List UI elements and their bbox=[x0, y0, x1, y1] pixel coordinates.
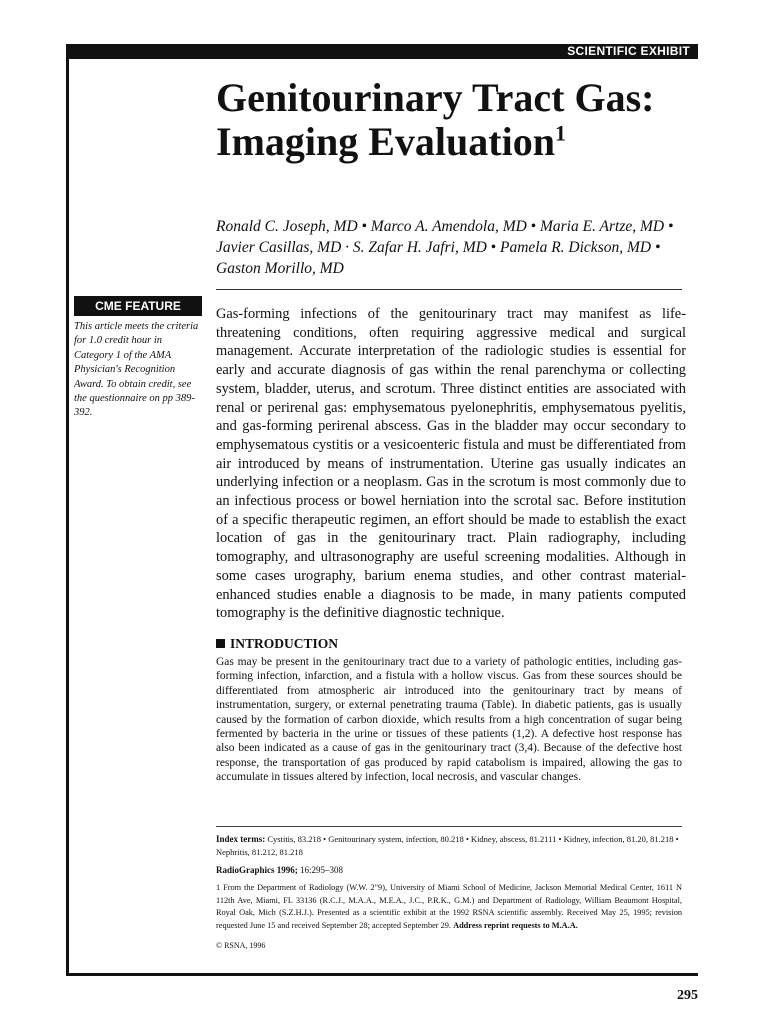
affiliation-text: 1 From the Department of Radiology (W.W. 2"9), University of Miami School of Medicine, Jackson Memorial Medical Center, 1611 N 112th Ave, Miami, FL 33136 (R.C.J., M.A.A., M.E.A., J.C., P.R.K., G.M.) and Department of Radiology, William Beaumont Hospital, Royal Oak, Mich (S.Z.H.J.). Presented as a scientific exhibit at the 1992 RSNA scientific assembly. Received May 25, 1995; revision requested June 15 and received September 28; accepted September 29. bbox=[216, 883, 682, 930]
index-terms bbox=[216, 833, 682, 859]
cme-feature-badge: CME FEATURE bbox=[74, 296, 202, 316]
cme-description: This article meets the criteria for 1.0 credit hour in Category 1 of the AMA Physician's Recognition Award. To obtain credit, see the questionnaire on pp 389-392. bbox=[74, 321, 199, 419]
section-label: SCIENTIFIC EXHIBIT bbox=[567, 44, 690, 58]
journal-citation bbox=[216, 864, 343, 877]
copyright-notice: © RSNA, 1996 bbox=[216, 941, 266, 950]
introduction-heading-text: INTRODUCTION bbox=[230, 636, 339, 651]
index-terms-list: Cystitis, 83.218 • Genitourinary system, infection, 80.218 • Kidney, abscess, 81.2111 • Kidney, infection, 81.20, 81.218 • Nephritis, 81.212, 81.218 bbox=[216, 834, 679, 857]
journal-volume-pages: 16:295–308 bbox=[300, 865, 344, 875]
article-title-text: Genitourinary Tract Gas: Imaging Evaluation bbox=[216, 75, 655, 164]
page-number: 295 bbox=[677, 988, 698, 1003]
author-list: Ronald C. Joseph, MD • Marco A. Amendola, MD • Maria E. Artze, MD • Javier Casillas, MD · S. Zafar H. Jafri, MD • Pamela R. Dickson, MD • Gaston Morillo, MD bbox=[216, 218, 674, 277]
index-terms-label: Index terms: bbox=[216, 834, 266, 844]
title-footnote-mark: 1 bbox=[554, 120, 566, 146]
introduction-heading bbox=[216, 636, 338, 652]
author-divider bbox=[216, 289, 682, 290]
bottom-border-rule bbox=[66, 973, 698, 976]
affiliation-note bbox=[216, 882, 682, 932]
section-bullet-icon bbox=[216, 639, 225, 648]
left-border-rule bbox=[66, 44, 69, 976]
metadata-divider bbox=[216, 826, 682, 827]
article-title bbox=[216, 76, 686, 164]
reprint-request: Address reprint requests to M.A.A. bbox=[453, 920, 578, 930]
journal-name: RadioGraphics 1996; bbox=[216, 865, 298, 875]
exhibit-header-bar bbox=[66, 44, 698, 59]
introduction-body: Gas may be present in the genitourinary tract due to a variety of pathologic entities, including gas-forming infection, infarction, and a fistula with a hollow viscus. Gas from these sources should be differentiated from atmospheric air introduced into the genitourinary tract by means of instrumentation, surgery, or external penetrating trauma (Table). In diabetic patients, gas is usually caused by the formation of carbon dioxide, which results from a high concentration of sugar being fermented by bacteria in the urine or tissues of these patients (1,2). A defective host response has also been indicated as a cause of gas in the genitourinary tract (3,4). Because of the defective host response, the transportation of gas produced by rapid catabolism is impaired, allowing the gas to accumulate in tissues altered by infection, local necrosis, and vascular changes. bbox=[216, 656, 682, 784]
abstract: Gas-forming infections of the genitourinary tract may manifest as life-threatening conditions, often requiring aggressive medical and surgical management. Accurate interpretation of the radiologic studies is essential for early and accurate diagnosis of gas within the renal parenchyma or collecting system, bladder, uterus, and scrotum. Three distinct entities are associated with renal or perirenal gas: emphysematous pyelonephritis, emphysematous pyelitis, and gas-forming perirenal abscess. Gas in the bladder may occur secondary to emphysematous cystitis or a vesicoenteric fistula and must be differentiated from air introduced by means of instrumentation. Uterine gas usually indicates an underlying infection or a neoplasm. Gas in the scrotum is most commonly due to an infectious process or bowel herniation into the scrotal sac. Before institution of a specific therapeutic regimen, an effort should be made to establish the exact location of gas in the genitourinary tract. Plain radiography, including tomography, and ultrasonography are useful screening modalities. Although in some cases urography, barium enema studies, and other contrast material-enhanced studies enable a diagnosis to be made, in many patients computed tomography is the definitive diagnostic technique. bbox=[216, 306, 686, 622]
